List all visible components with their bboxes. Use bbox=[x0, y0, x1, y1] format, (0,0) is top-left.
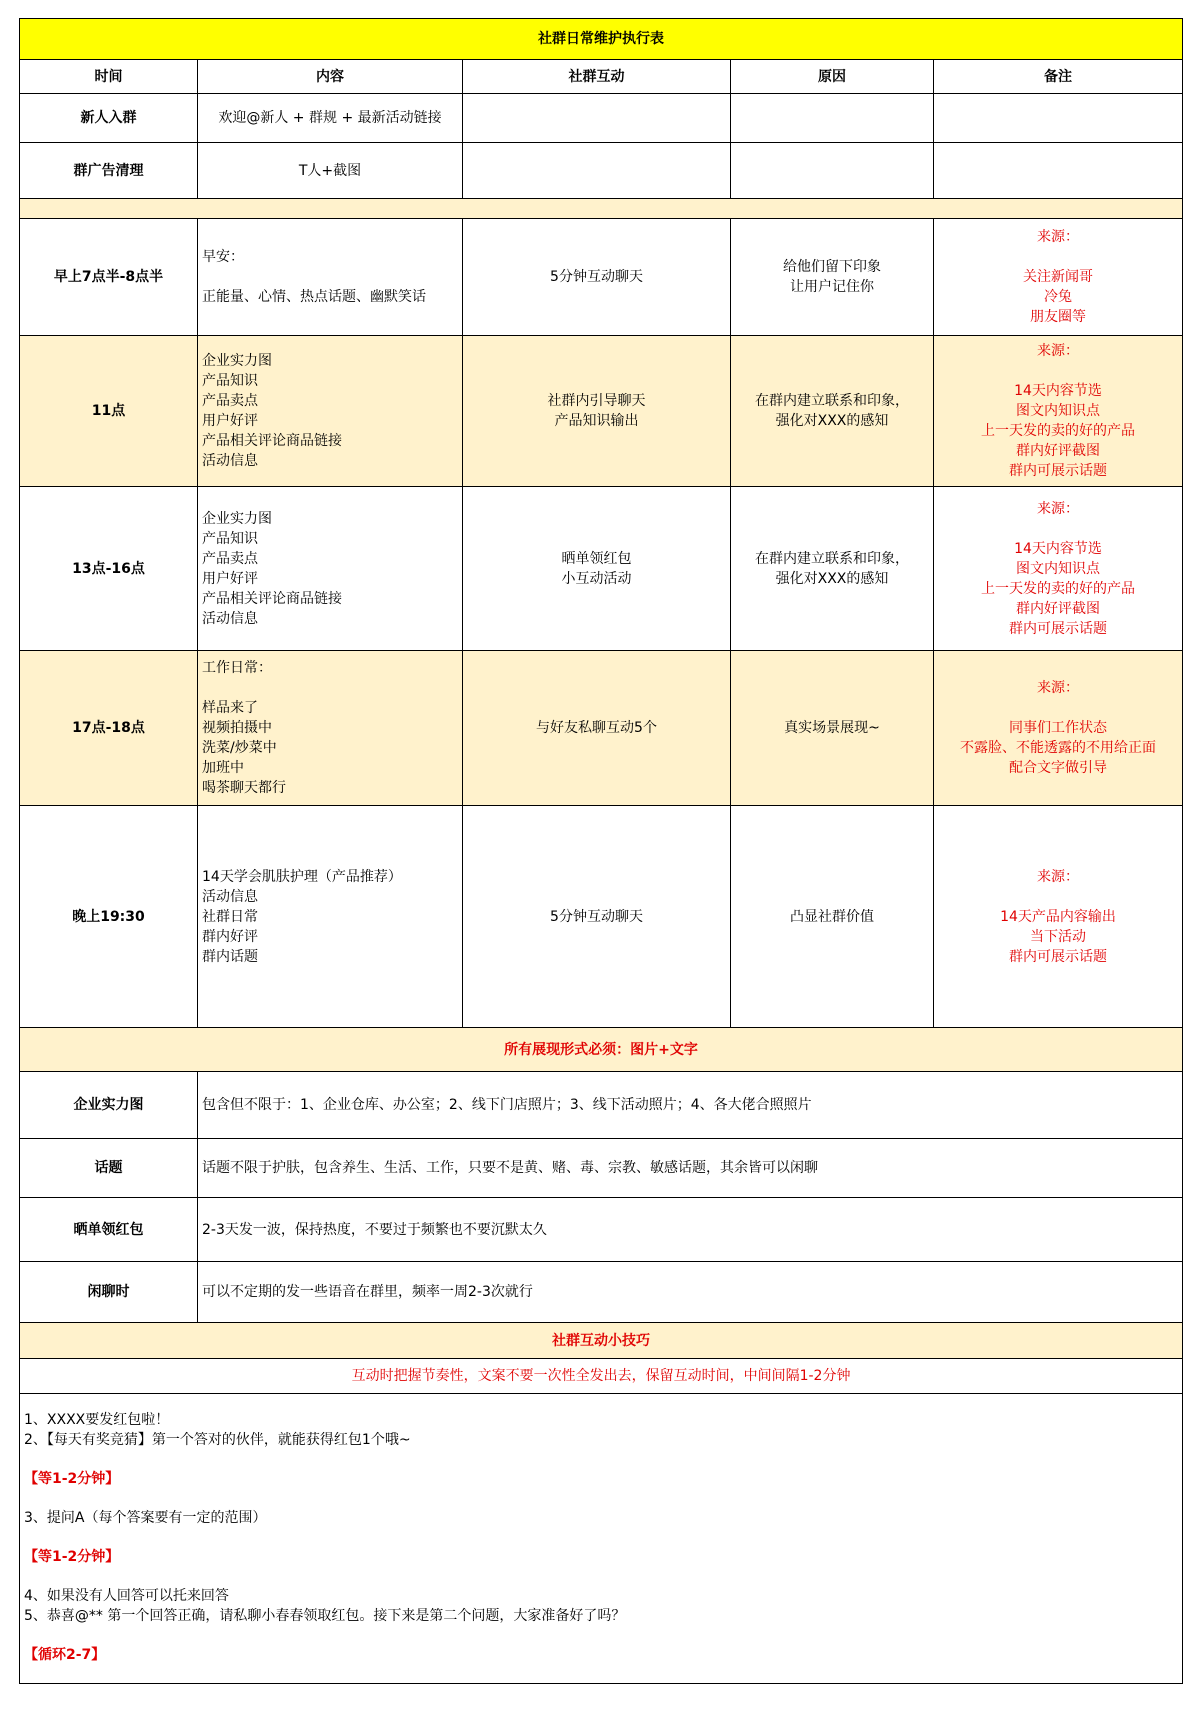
tips-content bbox=[20, 1394, 1183, 1684]
row-interaction: 与好友私聊互动5个 bbox=[463, 651, 731, 806]
maintenance-table bbox=[19, 18, 1183, 1684]
row-time: 晚上19:30 bbox=[20, 806, 198, 1028]
row-content: T人+截图 bbox=[198, 143, 463, 199]
row-content: 企业实力图 产品知识 产品卖点 用户好评 产品相关评论商品链接 活动信息 bbox=[198, 487, 463, 651]
definition-row bbox=[20, 1198, 1183, 1262]
row-note: 来源： 关注新闻哥 冷兔 朋友圈等 bbox=[934, 219, 1183, 336]
header-time: 时间 bbox=[20, 60, 198, 94]
definition-row bbox=[20, 1139, 1183, 1198]
tip-line: 5、恭喜@** 第一个回答正确，请私聊小春春领取红包。接下来是第二个问题，大家准备好了吗？ bbox=[24, 1608, 626, 1624]
definition-term: 晒单领红包 bbox=[20, 1198, 198, 1262]
row-content: 欢迎@新人 + 群规 + 最新活动链接 bbox=[198, 94, 463, 143]
row-note: 来源： 14天内容节选 图文内知识点 上一天发的卖的好的产品 群内好评截图 群内可展示话题 bbox=[934, 487, 1183, 651]
definition-desc: 2-3天发一波，保持热度，不要过于频繁也不要沉默太久 bbox=[198, 1198, 1183, 1262]
row-reason: 给他们留下印象 让用户记住你 bbox=[731, 219, 934, 336]
row-time: 17点-18点 bbox=[20, 651, 198, 806]
row-interaction: 社群内引导聊天 产品知识输出 bbox=[463, 336, 731, 487]
tips-row bbox=[20, 1394, 1183, 1684]
tips-title-row bbox=[20, 1323, 1183, 1359]
definition-row bbox=[20, 1072, 1183, 1139]
row-time: 新人入群 bbox=[20, 94, 198, 143]
table-row bbox=[20, 487, 1183, 651]
definition-desc: 可以不定期的发一些语音在群里，频率一周2-3次就行 bbox=[198, 1262, 1183, 1323]
header-interaction: 社群互动 bbox=[463, 60, 731, 94]
row-note: 来源： 14天内容节选 图文内知识点 上一天发的卖的好的产品 群内好评截图 群内可展示话题 bbox=[934, 336, 1183, 487]
table-row bbox=[20, 806, 1183, 1028]
tip-wait: 【等1-2分钟】 bbox=[24, 1549, 120, 1565]
table-row bbox=[20, 219, 1183, 336]
table-title: 社群日常维护执行表 bbox=[20, 19, 1183, 60]
row-reason: 凸显社群价值 bbox=[731, 806, 934, 1028]
tip-line: 3、提问A（每个答案要有一定的范围） bbox=[24, 1510, 267, 1526]
row-content: 工作日常： 样品来了 视频拍摄中 洗菜/炒菜中 加班中 喝茶聊天都行 bbox=[198, 651, 463, 806]
spacer-row bbox=[20, 199, 1183, 219]
row-time: 13点-16点 bbox=[20, 487, 198, 651]
definition-row bbox=[20, 1262, 1183, 1323]
row-reason: 在群内建立联系和印象， 强化对XXX的感知 bbox=[731, 487, 934, 651]
row-note: 来源： 同事们工作状态 不露脸、不能透露的不用给正面 配合文字做引导 bbox=[934, 651, 1183, 806]
row-interaction: 5分钟互动聊天 bbox=[463, 806, 731, 1028]
definition-desc: 话题不限于护肤，包含养生、生活、工作，只要不是黄、赌、毒、宗教、敏感话题，其余皆可以闲聊 bbox=[198, 1139, 1183, 1198]
row-interaction: 5分钟互动聊天 bbox=[463, 219, 731, 336]
definition-term: 话题 bbox=[20, 1139, 198, 1198]
header-content: 内容 bbox=[198, 60, 463, 94]
table-row bbox=[20, 143, 1183, 199]
row-time: 早上7点半-8点半 bbox=[20, 219, 198, 336]
tip-wait: 【等1-2分钟】 bbox=[24, 1471, 120, 1487]
row-interaction: 晒单领红包 小互动活动 bbox=[463, 487, 731, 651]
row-note: 来源： 14天产品内容输出 当下活动 群内可展示话题 bbox=[934, 806, 1183, 1028]
tip-loop: 【循环2-7】 bbox=[24, 1647, 106, 1663]
header-row bbox=[20, 60, 1183, 94]
header-reason: 原因 bbox=[731, 60, 934, 94]
tips-note-row bbox=[20, 1359, 1183, 1394]
table-row bbox=[20, 94, 1183, 143]
tips-title: 社群互动小技巧 bbox=[20, 1323, 1183, 1359]
tip-line: 1、XXXX要发红包啦！ bbox=[24, 1412, 170, 1428]
tip-line: 4、如果没有人回答可以托来回答 bbox=[24, 1588, 229, 1604]
row-content: 企业实力图 产品知识 产品卖点 用户好评 产品相关评论商品链接 活动信息 bbox=[198, 336, 463, 487]
row-content: 早安： 正能量、心情、热点话题、幽默笑话 bbox=[198, 219, 463, 336]
table-row bbox=[20, 336, 1183, 487]
tip-line: 2、【每天有奖竞猜】第一个答对的伙伴，就能获得红包1个哦~ bbox=[24, 1432, 411, 1448]
row-reason: 在群内建立联系和印象， 强化对XXX的感知 bbox=[731, 336, 934, 487]
definition-term: 企业实力图 bbox=[20, 1072, 198, 1139]
display-rule: 所有展现形式必须：图片+文字 bbox=[20, 1028, 1183, 1072]
tips-note: 互动时把握节奏性，文案不要一次性全发出去，保留互动时间，中间间隔1-2分钟 bbox=[20, 1359, 1183, 1394]
display-rule-row bbox=[20, 1028, 1183, 1072]
definition-term: 闲聊时 bbox=[20, 1262, 198, 1323]
table-row bbox=[20, 651, 1183, 806]
header-note: 备注 bbox=[934, 60, 1183, 94]
definition-desc: 包含但不限于：1、企业仓库、办公室；2、线下门店照片；3、线下活动照片；4、各大佬合照照片 bbox=[198, 1072, 1183, 1139]
row-reason: 真实场景展现~ bbox=[731, 651, 934, 806]
row-time: 11点 bbox=[20, 336, 198, 487]
row-time: 群广告清理 bbox=[20, 143, 198, 199]
row-content: 14天学会肌肤护理（产品推荐） 活动信息 社群日常 群内好评 群内话题 bbox=[198, 806, 463, 1028]
